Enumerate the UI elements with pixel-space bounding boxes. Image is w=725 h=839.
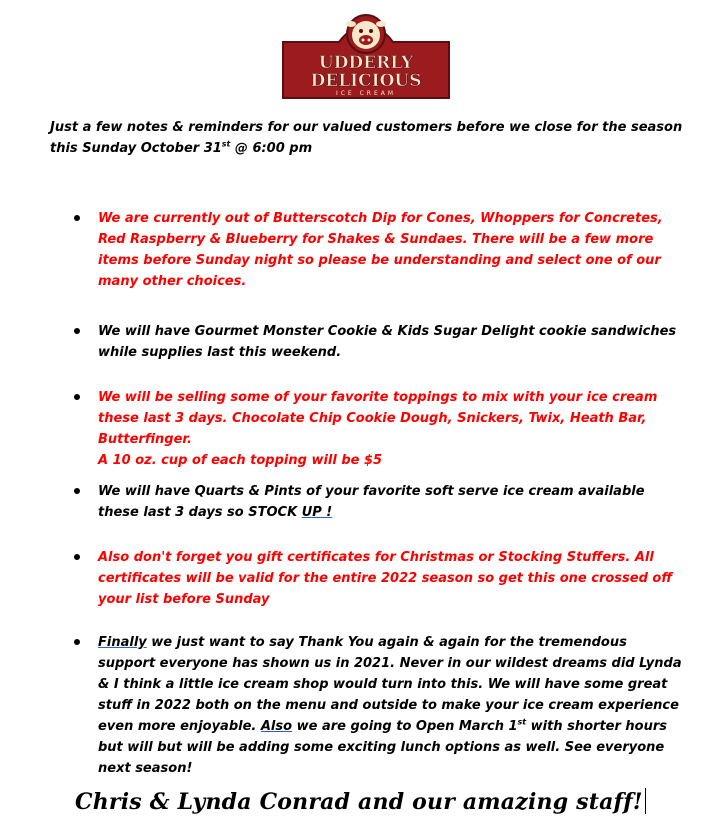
text-cursor xyxy=(645,788,646,814)
note-toppings-text: We will be selling some of your favorite toppings to mix with your ice cream these last 3 days. Chocolate Chip Cookie Dough, Snickers, Twix, Heath Bar, Butterfinger. xyxy=(98,390,658,447)
note-cookie-sandwiches: We will have Gourmet Monster Cookie & Kids Sugar Delight cookie sandwiches while supplies last this weekend. xyxy=(98,324,677,360)
note-thank-you xyxy=(98,632,688,779)
logo-line2: DELICIOUS xyxy=(310,71,422,91)
note-toppings xyxy=(98,387,688,471)
bullet-icon xyxy=(74,488,80,494)
bullet-icon xyxy=(74,554,80,560)
intro-sup: st xyxy=(221,139,231,149)
note-quarts-text: We will have Quarts & Pints of your favorite soft serve ice cream available these last 3 days so STOCK xyxy=(98,484,645,520)
note-quarts-pints xyxy=(98,481,688,523)
note-out-of-items: We are currently out of Butterscotch Dip for Cones, Whoppers for Concretes, Red Raspberry & Blueberry for Shakes & Sundaes. There will be a few more items before Sunday night so please be understanding and select one of our many other choices. xyxy=(98,211,663,289)
intro-paragraph xyxy=(50,117,690,159)
signature xyxy=(75,788,646,815)
note-lunch-text: with shorter hours but will but will be adding some exciting lunch options as well. See everyone next season! xyxy=(98,719,668,776)
bullet-icon xyxy=(74,394,80,400)
note-toppings-price: A 10 oz. cup of each topping will be $5 xyxy=(98,453,383,468)
note-thanks-text: we just want to say Thank You again & again for the tremendous support everyone has shown us in 2021. Never in our wildest dreams did Lynda & I think a little ice cream shop would turn into this. We will have some great stuff in 2022 both on the menu and outside to make your ice cream experience even more enjoyable. xyxy=(98,635,682,734)
note-open-text: we are going to Open March 1 xyxy=(292,719,518,734)
signature-text: Chris & Lynda Conrad and our amazing staff! xyxy=(75,789,643,815)
logo-line3: ICE CREAM xyxy=(335,90,397,97)
intro-time: @ 6:00 pm xyxy=(230,141,313,156)
note-open-sup: st xyxy=(517,717,527,727)
note-also: Also xyxy=(260,719,293,734)
note-finally: Finally xyxy=(98,635,147,650)
note-gift-certificates: Also don't forget you gift certificates for Christmas or Stocking Stuffers. All certificates will be valid for the entire 2022 season so get this one crossed off your list before Sunday xyxy=(98,550,673,607)
intro-text: Just a few notes & reminders for our valued customers before we close for the season this Sunday October 31 xyxy=(50,120,683,156)
bullet-icon xyxy=(74,215,80,221)
note-stock-up: UP ! xyxy=(301,505,333,520)
logo-line1: UDDERLY xyxy=(318,53,414,73)
bullet-icon xyxy=(74,639,80,645)
bullet-icon xyxy=(74,328,80,334)
udderly-delicious-logo xyxy=(281,12,451,100)
